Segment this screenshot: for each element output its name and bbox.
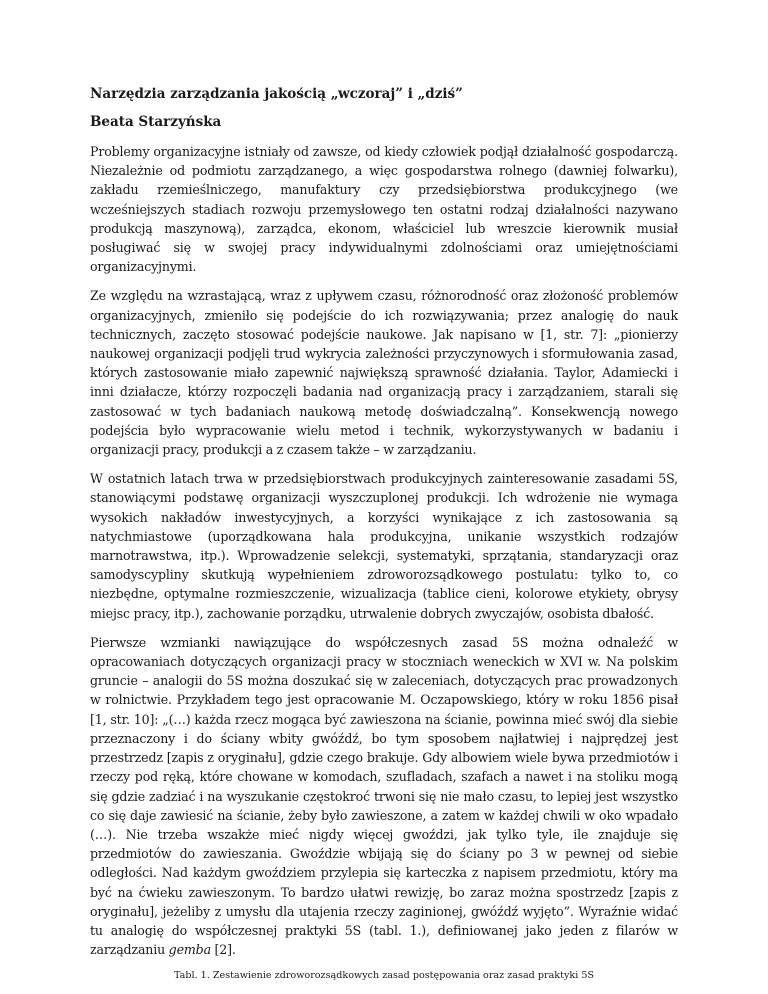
paragraph-4: [90, 633, 678, 959]
document-author: Beata Starzyńska: [90, 114, 222, 130]
document-page: [90, 84, 678, 983]
document-title: Narzędzia zarządzania jakością „wczoraj” i „dziś”: [90, 86, 463, 102]
paragraph-4-end: [2].: [210, 942, 236, 958]
paragraph-4-text: Pierwsze wzmianki nawiązujące do współczesnych zasad 5S można odnaleźć w opracowaniach dotyczących organizacji pracy w stoczniach weneckich w XVI w. Na polskim gruncie – analogii do 5S można doszukać się w zaleceniach, dotyczących prac prowadzonych w rolnictwie. Przykładem tego jest opracowanie M. Oczapowskiego, który w roku 1856 pisał [1, str. 10]: „(…) każda rzecz mogąca być zawieszona na ścianie, powinna mieć swój dla siebie przeznaczony i do ściany wbity gwóźdź, bo tym sposobem najłatwiej i najprędzej jest przestrzedz [zapis z oryginału], gdzie czego brakuje. Gdy albowiem wiele bywa przedmiotów i rzeczy pod ręką, które chowane w komodach, szufladach, szafach a nawet i na stoliku mogą się gdzie zadziać i na wyszukanie częstokroć trwoni się nie mało czasu, to lepiej jest wszystko co się daje zawiesić na ścianie, żeby było zawieszone, a zatem w każdej chwili w oko wpadało (…). Nie trzeba wszakże mieć nigdy więcej gwoździ, jak tylko tyle, ile znajduje się przedmiotów do zawieszania. Gwoździe wbijają się do ściany po 3 w pewnej od siebie odległości. Nad każdym gwoździem przylepia się karteczka z napisem przedmiotu, który ma być na ćwieku zawieszonym. To bardzo ułatwi rewizję, bo zaraz można spostrzedz [zapis z oryginału], jeżeliby z umysłu dla utajenia rzeczy zaginionej, gwóźdź wyjęto”. Wyraźnie widać tu analogię do współczesnej praktyki 5S (tabl. 1.), definiowanej jako jeden z filarów w zarządzaniu: [90, 634, 678, 958]
paragraph-2: Ze względu na wzrastającą, wraz z upływem czasu, różnorodność oraz złożoność problemów organizacyjnych, zmieniło się podejście do ich rozwiązywania; przez analogię do nauk technicznych, zaczęto stosować podejście naukowe. Jak napisano w [1, str. 7]: „pionierzy naukowej organizacji podjęli trud wykrycia zależności przyczynowych i sformułowania zasad, których zastosowanie miało zapewnić największą sprawność działania. Taylor, Adamiecki i inni działacze, którzy rozpoczęli badania nad organizacją pracy i zarządzaniem, starali się zastosować w tych badaniach naukową metodę doświadczalną”. Konsekwencją nowego podejścia było wypracowanie wielu metod i technik, wykorzystywanych w badaniu i organizacji pracy, produkcji a z czasem także – w zarządzaniu.: [90, 288, 678, 458]
paragraph-4-italic-term: gemba: [168, 942, 211, 958]
paragraph-3: W ostatnich latach trwa w przedsiębiorstwach produkcyjnych zainteresowanie zasadami 5S, stanowiącymi podstawę organizacji wyszczuplonej produkcji. Ich wdrożenie nie wymaga wysokich nakładów inwestycyjnych, a korzyści wynikające z ich zastosowania są natychmiastowe (uporządkowana hala produkcyjna, unikanie wszystkich rodzajów marnotrawstwa, itp.). Wprowadzenie selekcji, systematyki, sprzątania, standaryzacji oraz samodyscypliny skutkują wypełnieniem zdroworozsądkowego postulatu: tylko to, co niezbędne, optymalne rozmieszczenie, wizualizacja (tablice cieni, kolorowe etykiety, obrysy miejsc pracy, itp.), zachowanie porządku, utrwalenie dobrych zwyczajów, osobista dbałość.: [90, 471, 678, 621]
paragraph-1: Problemy organizacyjne istniały od zawsze, od kiedy człowiek podjął działalność gospodarczą. Niezależnie od podmiotu zarządzanego, a więc gospodarstwa rolnego (dawniej folwarku), zakładu rzemieślniczego, manufaktury czy przedsiębiorstwa produkcyjnego (we wcześniejszych stadiach rozwoju przemysłowego ten ostatni rodzaj działalności nazywano produkcją maszynową), zarządca, ekonom, właściciel lub wreszcie kierownik musiał posługiwać się w swojej pracy indywidualnymi zdolnościami oraz umiejętnościami organizacyjnymi.: [90, 144, 678, 275]
table-caption: Tabl. 1. Zestawienie zdroworozsądkowych zasad postępowania oraz zasad praktyki 5S: [173, 970, 594, 982]
